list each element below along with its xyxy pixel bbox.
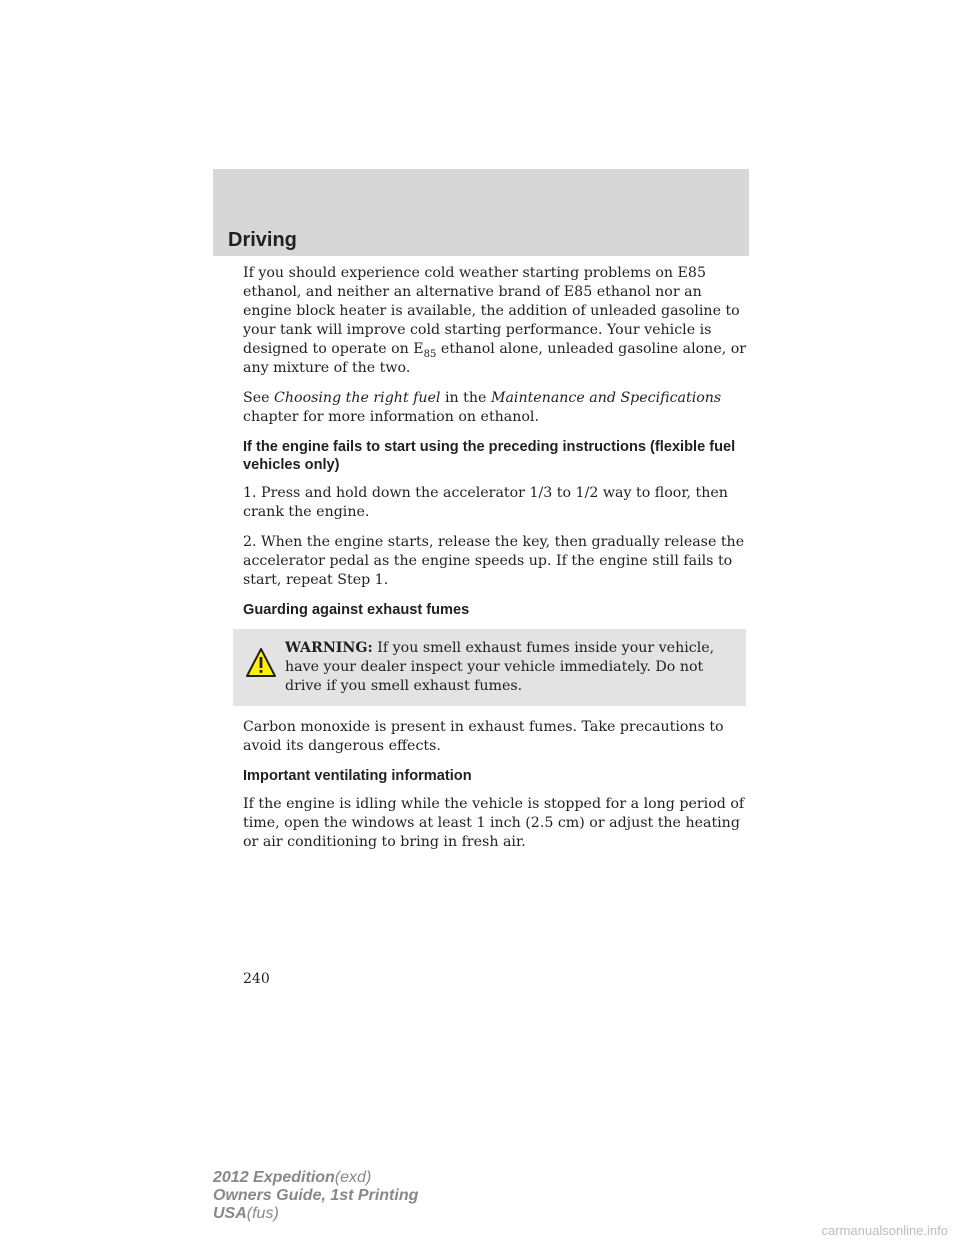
footer-line-2: Owners Guide, 1st Printing (213, 1187, 419, 1204)
step-1: 1. Press and hold down the accelerator 1/3 to 1/2 way to floor, then crank the engine. (243, 485, 728, 520)
paragraph-cold-start: If you should experience cold weather starting problems on E85 ethanol, and neither an alternative brand of E85 ethanol nor an engine block heater is available, the addition of unleaded gasoline to your tank will improve cold starting performance. Your vehicle is designed to operate on $E_{85}$ ethanol alone, unleaded gasoline alone, or any mixture of the two. (243, 265, 747, 376)
paragraph-ventilating: If the engine is idling while the vehicle is stopped for a long period of time, open the windows at least 1 inch (2.5 cm) or adjust the heating or air conditioning to bring in fresh air. (243, 796, 745, 850)
page-number: 240 (243, 971, 270, 987)
reference-choosing-fuel: Choosing the right fuel (274, 390, 441, 406)
watermark: carmanualsonline.info (821, 1223, 948, 1238)
section-title: Driving (228, 229, 297, 251)
document-footer (213, 1169, 418, 1223)
warning-text: If you smell exhaust fumes inside your vehicle, have your dealer inspect your vehicle immediately. Do not drive if you smell exhaust fumes. (285, 640, 715, 694)
reference-maintenance-chapter: Maintenance and Specifications (490, 390, 722, 406)
footer-line-1: 2012 Expedition(exd) (213, 1169, 372, 1186)
section-header-band (213, 169, 749, 256)
page-content (243, 264, 753, 863)
heading-exhaust-fumes: Guarding against exhaust fumes (243, 602, 470, 618)
step-2: 2. When the engine starts, release the key, then gradually release the accelerator pedal as the engine speeds up. If the engine still fails to start, repeat Step 1. (243, 534, 745, 588)
heading-engine-fails: If the engine fails to start using the preceding instructions (flexible fuel vehicles only) (243, 439, 736, 473)
footer-line-3: USA(fus) (213, 1205, 279, 1222)
paragraph-see-reference: See Choosing the right fuel in the Maintenance and Specifications chapter for more information on ethanol. (243, 390, 722, 425)
warning-triangle-icon (245, 647, 277, 679)
warning-label: WARNING: (285, 640, 373, 656)
subscript-85: 85 (423, 348, 437, 360)
paragraph-carbon-monoxide: Carbon monoxide is present in exhaust fumes. Take precautions to avoid its dangerous effects. (243, 719, 724, 754)
heading-ventilating: Important ventilating information (243, 768, 472, 784)
warning-box (233, 629, 746, 706)
